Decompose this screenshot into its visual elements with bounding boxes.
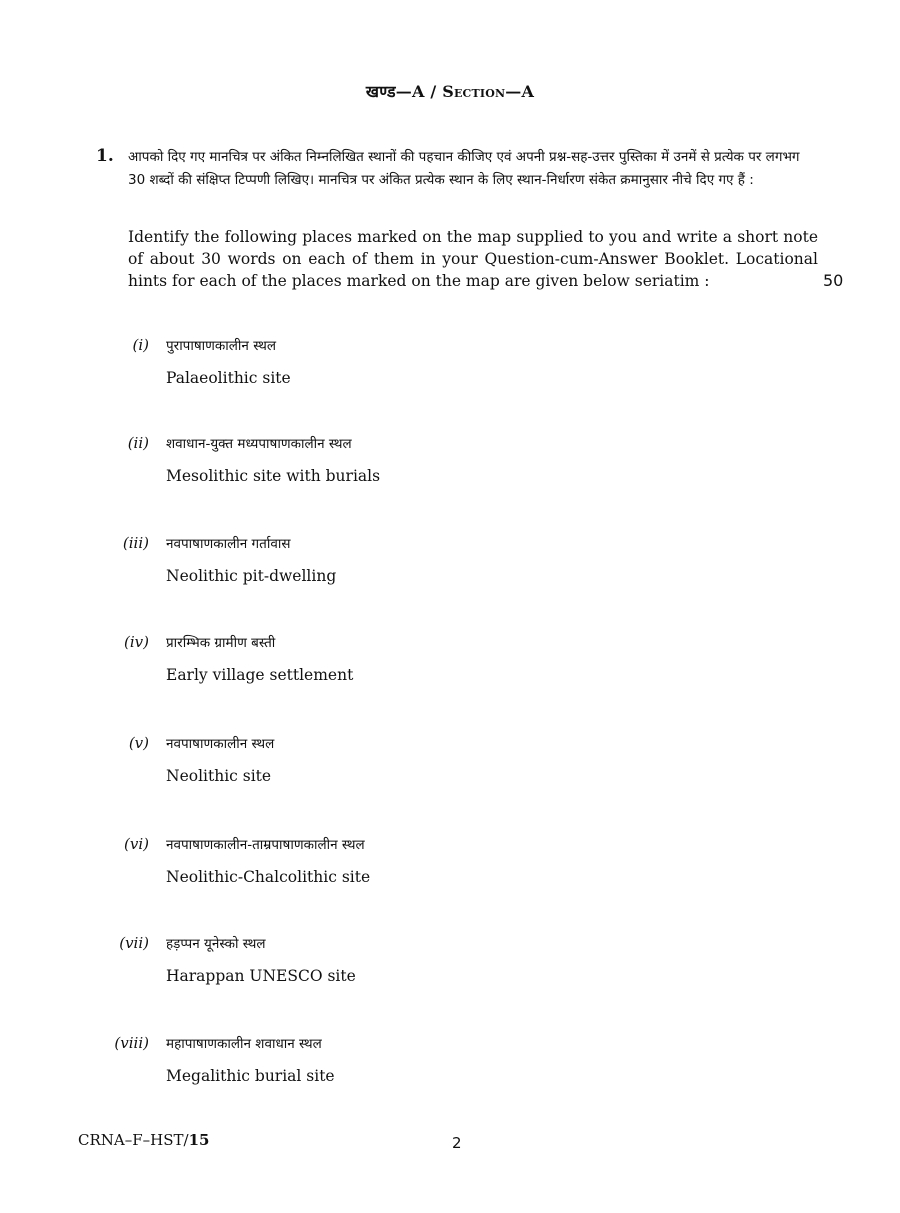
item-label-hindi: पुरापाषाणकालीन स्थल [166,338,276,354]
item-label-hindi: नवपाषाणकालीन स्थल [166,736,275,752]
item-number: (vi) [124,835,149,853]
paper-code-prefix: CRNA–F–HST/ [78,1131,189,1149]
page-number: 2 [452,1134,462,1152]
section-heading-english: Section—A [442,82,535,101]
item-label-english: Neolithic site [166,767,272,785]
section-heading [0,80,900,102]
item-label-hindi: प्रारम्भिक ग्रामीण बस्ती [166,635,276,651]
question-text-hindi: आपको दिए गए मानचित्र पर अंकित निम्नलिखित स्थानों की पहचान कीजिए एवं अपनी प्रश्न-सह-उत्तर पुस्तिका में उनमें से प्रत्येक पर लगभग 30 शब्दों की संक्षिप्त टिप्पणी लिखिए। मानचित्र पर अंकित प्रत्येक स्थान के लिए स्थान-निर्धारण संकेत क्रमानुसार नीचे दिए गए हैं : [128,149,800,188]
item-number: (iv) [124,633,149,651]
item-label-english: Harappan UNESCO site [166,967,356,985]
item-number: (ii) [127,434,149,452]
item-label-english: Neolithic pit-dwelling [166,567,337,585]
item-label-hindi: नवपाषाणकालीन गर्तावास [166,536,291,552]
item-number: (vii) [119,934,149,952]
paper-code [78,1131,209,1149]
item-number: (iii) [122,534,149,552]
section-heading-separator: / [430,82,437,101]
item-label-english: Mesolithic site with burials [166,467,381,485]
item-label-english: Early village settlement [166,666,354,684]
item-label-hindi: नवपाषाणकालीन-ताम्रपाषाणकालीन स्थल [166,837,365,853]
item-label-hindi: महापाषाणकालीन शवाधान स्थल [166,1036,322,1052]
item-number: (v) [128,734,149,752]
section-heading-hindi: खण्ड—A [365,82,425,101]
question-marks: 50 [823,271,844,290]
paper-code-suffix: 15 [188,1131,210,1149]
item-label-english: Neolithic-Chalcolithic site [166,868,371,886]
question-number: 1. [96,146,114,166]
item-label-hindi: हड़प्पन यूनेस्को स्थल [166,936,266,952]
item-number: (i) [132,336,149,354]
item-label-english: Palaeolithic site [166,369,291,387]
item-number: (viii) [114,1034,149,1052]
item-label-english: Megalithic burial site [166,1067,335,1085]
item-label-hindi: शवाधान-युक्त मध्यपाषाणकालीन स्थल [166,436,352,452]
question-text-english: Identify the following places marked on the map supplied to you and write a short note of about 30 words on each of them in your Question-cum-Answer Booklet. Locational hints for each of the places marked on the map are given below seriatim : [128,228,818,290]
